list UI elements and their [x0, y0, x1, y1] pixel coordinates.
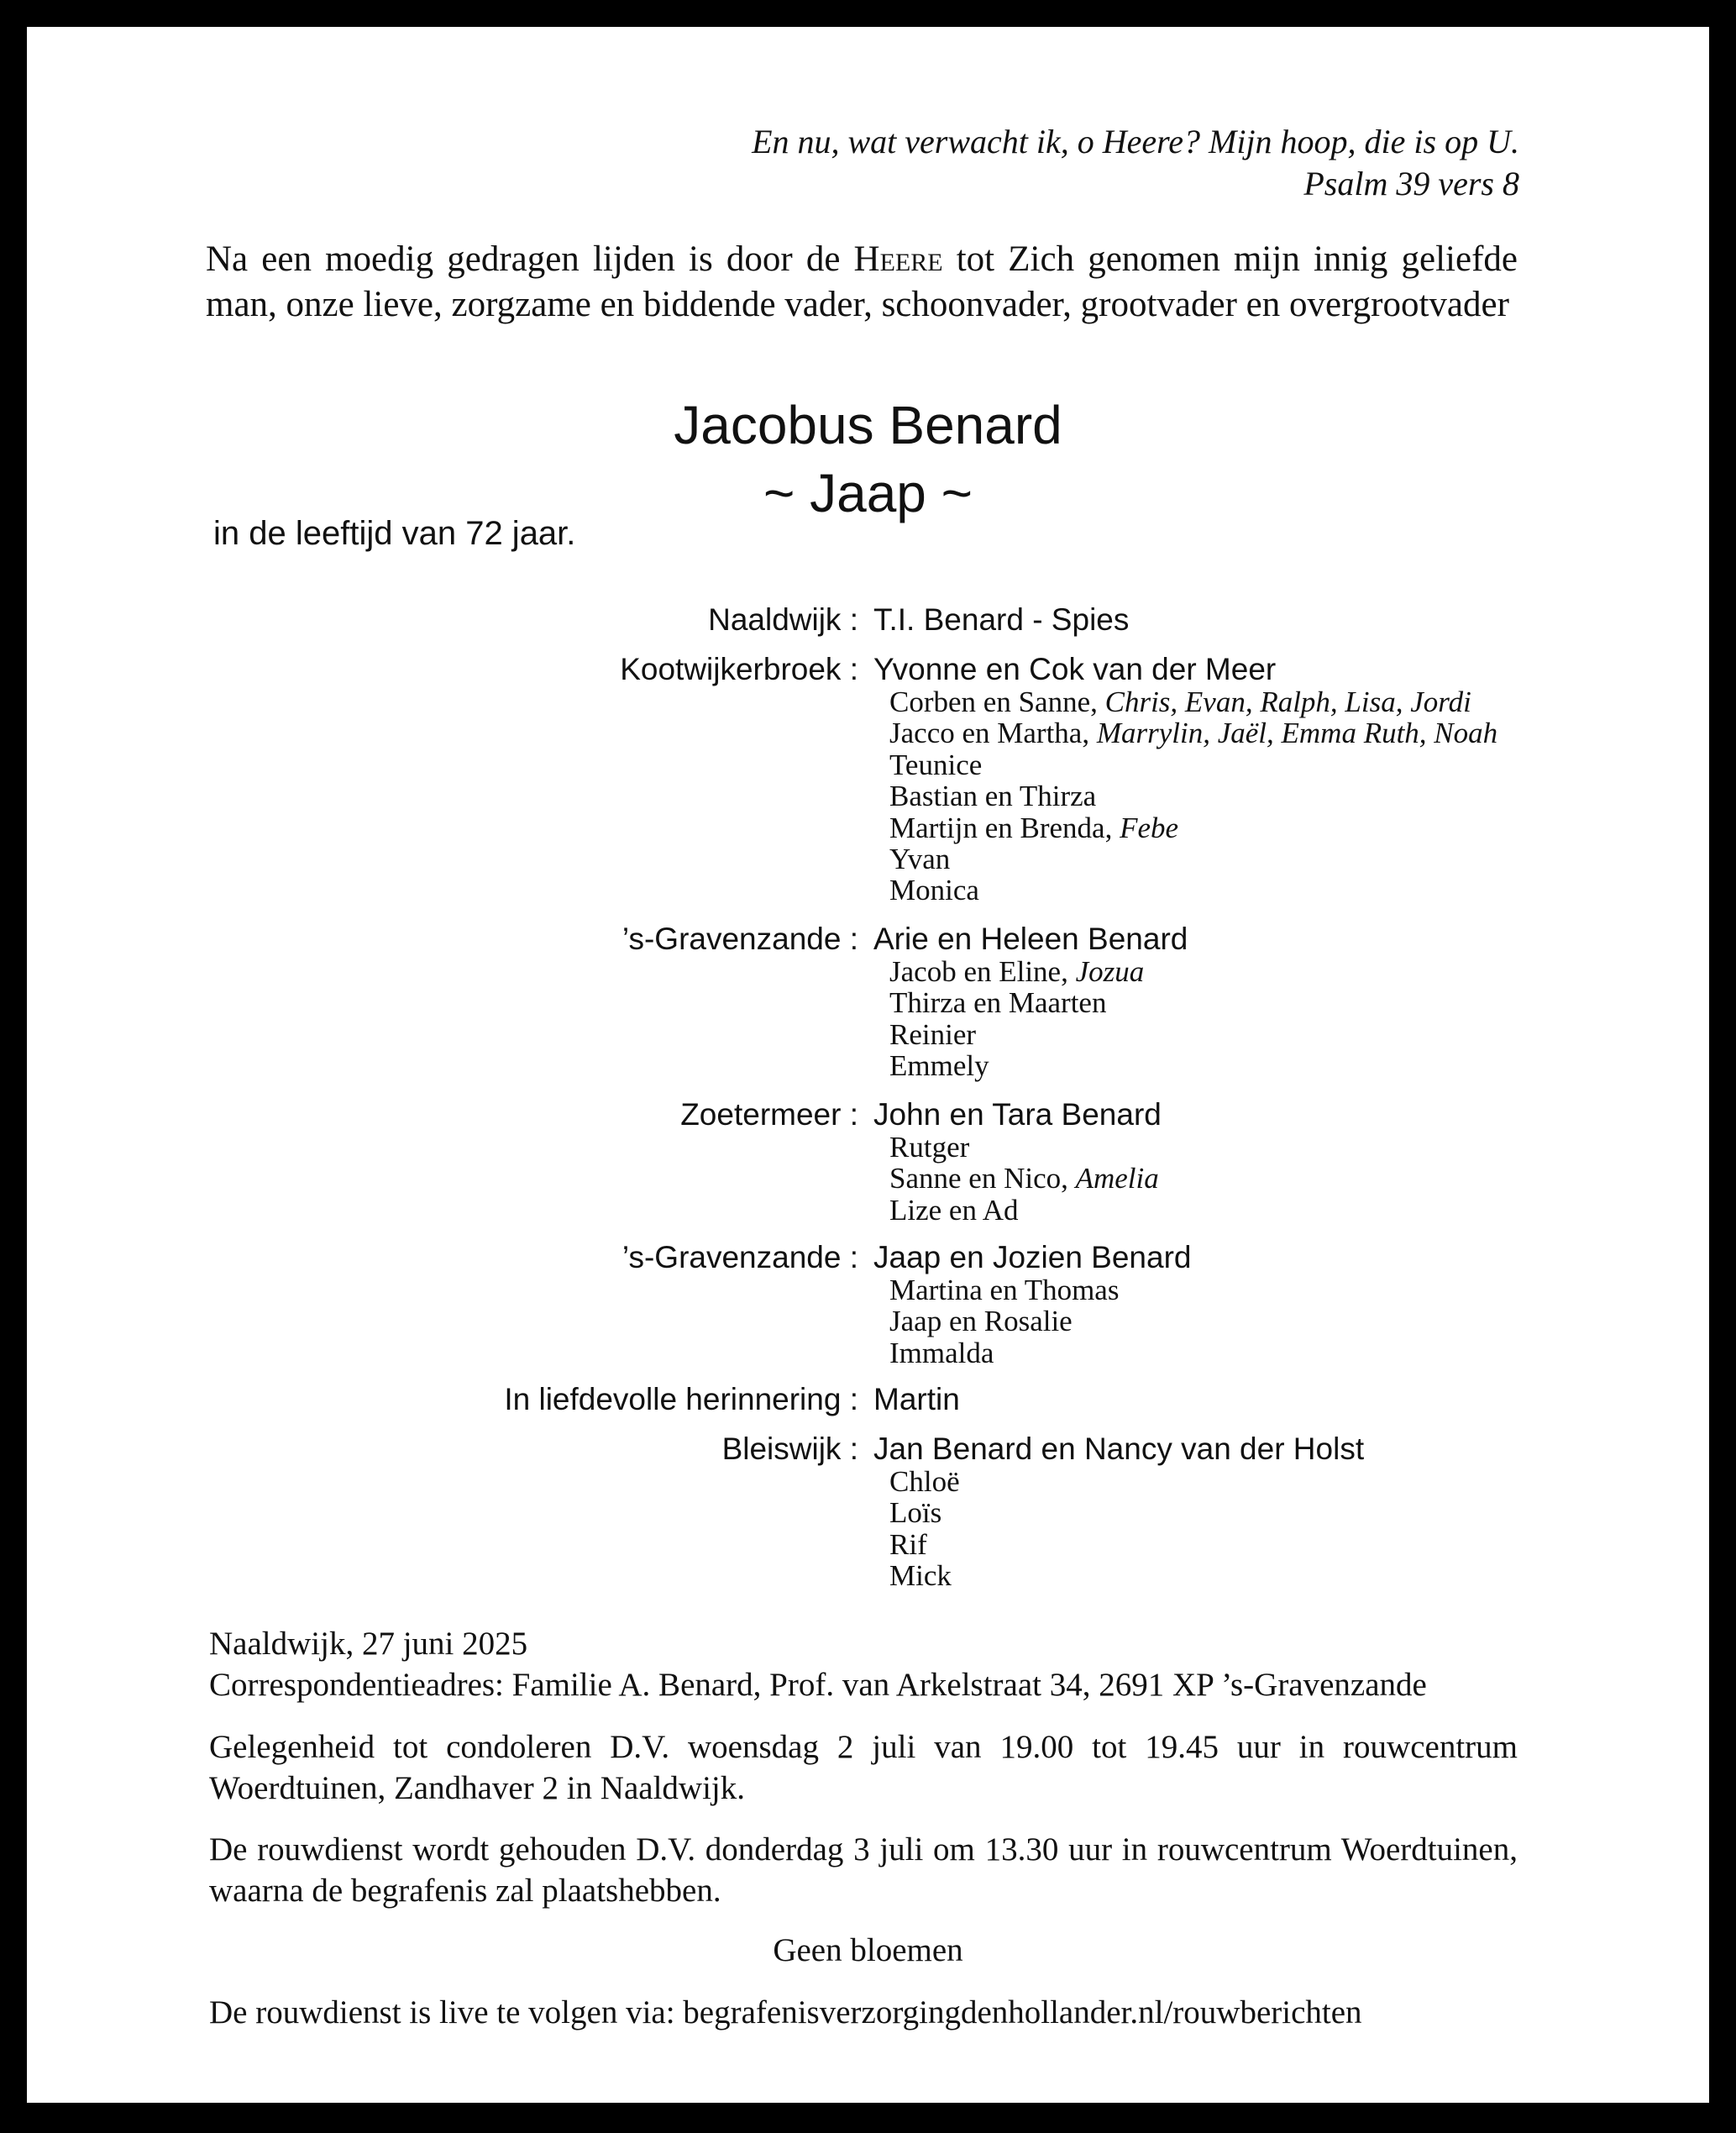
- family-place: ’s-Gravenzande :: [621, 1240, 858, 1274]
- psalm-reference: Psalm 39 vers 8: [1303, 165, 1519, 202]
- member-name: Jacob en Eline,: [889, 955, 1068, 988]
- obituary-page: [27, 27, 1709, 2103]
- family-head: T.I. Benard - Spies: [873, 602, 1130, 637]
- member-name: Lize en Ad: [889, 1193, 1019, 1227]
- member-name: Martijn en Brenda,: [889, 811, 1113, 844]
- family-place: In liefdevolle herinnering :: [504, 1382, 858, 1416]
- member-name: Bastian en Thirza: [889, 780, 1097, 813]
- family-member: [889, 1132, 1159, 1163]
- family-member: [889, 1560, 960, 1591]
- family-members: [889, 1274, 1119, 1369]
- family-member: [889, 956, 1144, 987]
- member-name: Yvan: [889, 843, 951, 876]
- psalm-quote: [752, 121, 1519, 205]
- member-name: Immalda: [889, 1336, 994, 1369]
- announcement-lord: Heere: [853, 239, 943, 279]
- family-member: [889, 1163, 1159, 1194]
- member-name: Loïs: [889, 1496, 942, 1530]
- family-members: [889, 686, 1497, 906]
- family-place: ’s-Gravenzande :: [621, 922, 858, 956]
- family-member: [889, 1337, 1119, 1369]
- family-member: [889, 1306, 1119, 1337]
- member-children: Febe: [1120, 811, 1179, 844]
- family-member: [889, 1529, 960, 1560]
- member-name: Jaap en Rosalie: [889, 1305, 1073, 1338]
- deceased-name: Jacobus Benard: [674, 395, 1062, 455]
- family-member: [889, 749, 1497, 780]
- family-head: Jan Benard en Nancy van der Holst: [873, 1432, 1365, 1466]
- family-member: [889, 987, 1144, 1018]
- deceased-age: in de leeftijd van 72 jaar.: [213, 515, 576, 552]
- family-member: [889, 717, 1497, 749]
- member-name: Monica: [889, 874, 979, 907]
- family-member: [889, 1195, 1159, 1226]
- member-children: Chris, Evan, Ralph, Lisa, Jordi: [1104, 686, 1471, 718]
- member-name: Emmely: [889, 1049, 989, 1083]
- family-head: Jaap en Jozien Benard: [873, 1240, 1192, 1274]
- member-name: Jacco en Martha,: [889, 717, 1090, 750]
- member-name: Reinier: [889, 1017, 977, 1051]
- place-date: Naaldwijk, 27 juni 2025: [209, 1626, 528, 1662]
- family-place: Bleiswijk :: [721, 1432, 858, 1466]
- member-name: Corben en Sanne,: [889, 686, 1098, 718]
- member-name: Teunice: [889, 748, 983, 781]
- announcement-before: Na een moedig gedragen lijden is door de: [206, 239, 854, 279]
- family-member: [889, 780, 1497, 812]
- deceased-nickname: ~ Jaap ~: [763, 463, 973, 523]
- member-name: Sanne en Nico,: [889, 1162, 1068, 1195]
- correspondence-address: Correspondentieadres: Familie A. Benard, Prof. van Arkelstraat 34, 2691 XP ’s-Gravenzande: [209, 1667, 1427, 1703]
- family-place: Naaldwijk :: [708, 602, 858, 637]
- member-name: Rif: [889, 1527, 927, 1561]
- announcement-text: [206, 237, 1518, 328]
- family-members: [889, 956, 1144, 1082]
- family-member: [889, 1497, 960, 1528]
- family-members: [889, 1132, 1159, 1226]
- member-name: Martina en Thomas: [889, 1274, 1120, 1306]
- member-children: Jozua: [1075, 955, 1145, 988]
- family-member: [889, 812, 1497, 843]
- family-place: Kootwijkerbroek :: [620, 652, 858, 686]
- family-members: [889, 1466, 960, 1592]
- family-member: [889, 686, 1497, 717]
- family-head: Martin: [873, 1382, 960, 1416]
- family-head: John en Tara Benard: [873, 1097, 1162, 1132]
- family-place: Zoetermeer :: [680, 1097, 858, 1132]
- member-children: Marrylin, Jaël, Emma Ruth, Noah: [1096, 717, 1498, 750]
- family-member: [889, 843, 1497, 875]
- livestream-info: De rouwdienst is live te volgen via: begrafenisverzorgingdenhollander.nl/rouwberichten: [209, 1994, 1362, 2031]
- announcement-after: tot Zich genomen mijn innig geliefde man, onze lieve, zorgzame en biddende vader, schoonvader, grootvader en overgrootvader: [206, 239, 1518, 324]
- psalm-text: En nu, wat verwacht ik, o Heere? Mijn hoop, die is op U.: [752, 123, 1519, 160]
- family-member: [889, 1274, 1119, 1306]
- funeral-service-info: De rouwdienst wordt gehouden D.V. donderdag 3 juli om 13.30 uur in rouwcentrum Woerdtuinen, waarna de begrafenis zal plaatshebben.: [209, 1831, 1518, 1909]
- member-children: Amelia: [1075, 1162, 1159, 1195]
- condolence-info: Gelegenheid tot condoleren D.V. woensdag 2 juli van 19.00 tot 19.45 uur in rouwcentrum Woerdtuinen, Zandhaver 2 in Naaldwijk.: [209, 1729, 1518, 1806]
- family-member: [889, 1019, 1144, 1050]
- family-head: Yvonne en Cok van der Meer: [873, 652, 1277, 686]
- member-name: Rutger: [889, 1131, 970, 1164]
- no-flowers-note: Geen bloemen: [773, 1932, 963, 1968]
- family-member: [889, 1466, 960, 1497]
- family-member: [889, 1050, 1144, 1081]
- member-name: Mick: [889, 1559, 952, 1593]
- member-name: Chloë: [889, 1465, 960, 1498]
- family-head: Arie en Heleen Benard: [873, 922, 1188, 956]
- family-member: [889, 875, 1497, 906]
- member-name: Thirza en Maarten: [889, 986, 1107, 1020]
